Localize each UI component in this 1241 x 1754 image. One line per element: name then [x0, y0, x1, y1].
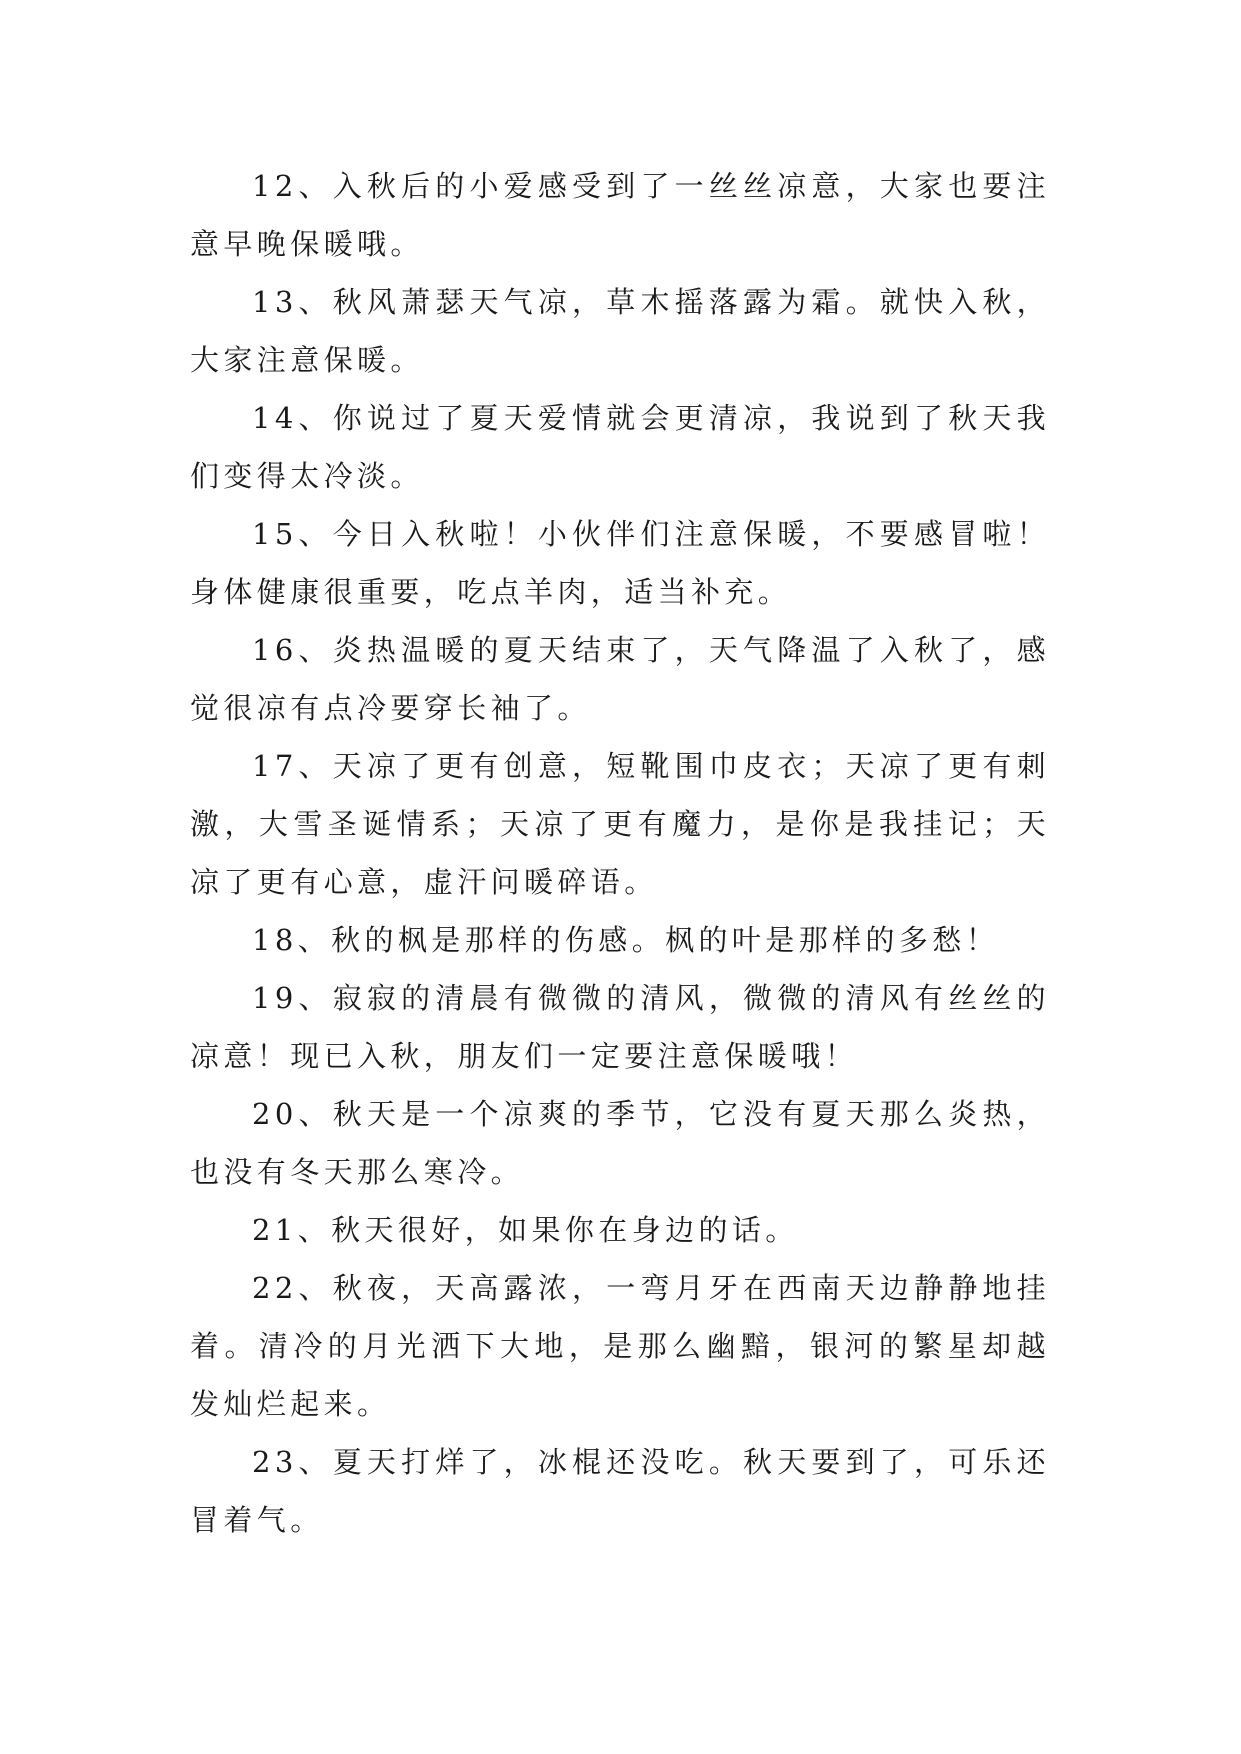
- paragraph-16: 16、炎热温暖的夏天结束了，天气降温了入秋了，感觉很凉有点冷要穿长袖了。: [190, 633, 1050, 725]
- paragraph-21: 21、秋天很好，如果你在身边的话。: [252, 1213, 799, 1247]
- paragraph-15: 15、今日入秋啦！小伙伴们注意保暖，不要感冒啦！身体健康很重要，吃点羊肉，适当补充。: [190, 517, 1050, 609]
- document-body: [190, 157, 1050, 1549]
- paragraph-17: 17、天凉了更有创意，短靴围巾皮衣；天凉了更有刺激，大雪圣诞情系；天凉了更有魔力，是你是我挂记；天凉了更有心意，虚汗问暖碎语。: [190, 749, 1050, 899]
- paragraph-22: 22、秋夜，天高露浓，一弯月牙在西南天边静静地挂着。清冷的月光洒下大地，是那么幽黯，银河的繁星却越发灿烂起来。: [190, 1271, 1050, 1421]
- paragraph-12: 12、入秋后的小爱感受到了一丝丝凉意，大家也要注意早晚保暖哦。: [190, 169, 1050, 261]
- paragraph-18: 18、秋的枫是那样的伤感。枫的叶是那样的多愁！: [252, 923, 1000, 957]
- paragraph-14: 14、你说过了夏天爱情就会更清凉，我说到了秋天我们变得太冷淡。: [190, 401, 1050, 493]
- paragraph-23: 23、夏天打烊了，冰棍还没吃。秋天要到了，可乐还冒着气。: [190, 1445, 1050, 1537]
- paragraph-20: 20、秋天是一个凉爽的季节，它没有夏天那么炎热，也没有冬天那么寒冷。: [190, 1097, 1050, 1189]
- paragraph-19: 19、寂寂的清晨有微微的清风，微微的清风有丝丝的凉意！现已入秋，朋友们一定要注意保暖哦！: [190, 981, 1050, 1073]
- paragraph-13: 13、秋风萧瑟天气凉，草木摇落露为霜。就快入秋，大家注意保暖。: [190, 285, 1050, 377]
